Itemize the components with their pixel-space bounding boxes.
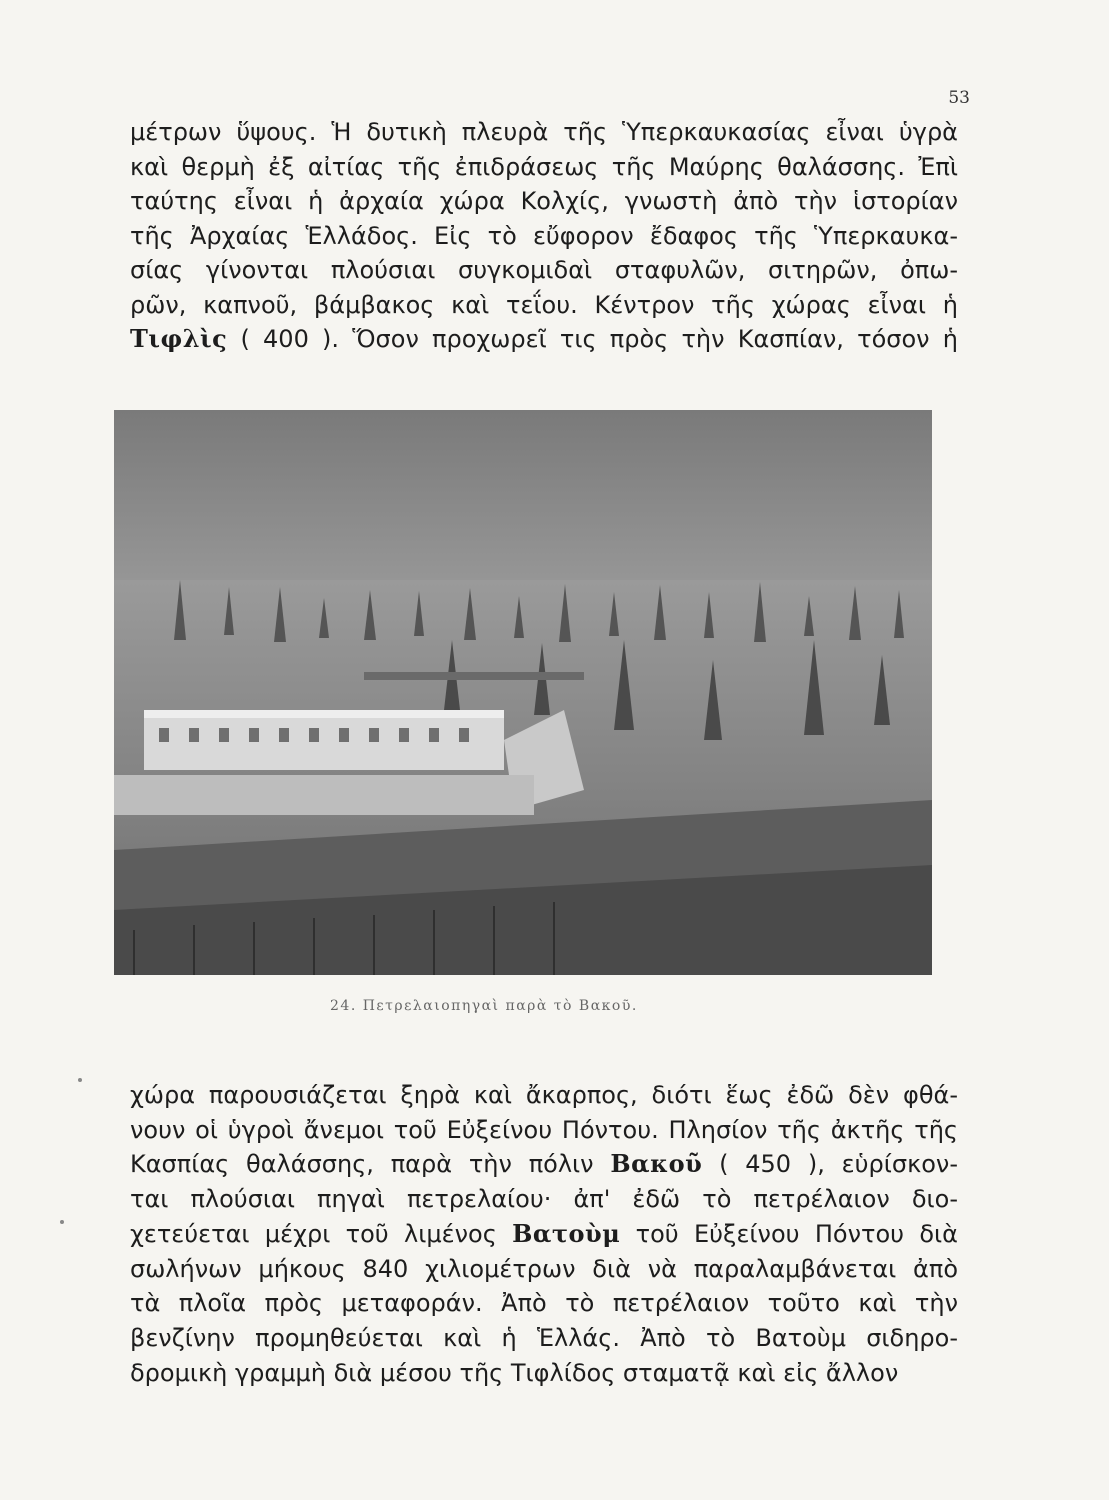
text-fragment: ( 450 ), εὑρίσκον-	[702, 1150, 958, 1179]
city-name-tiflis: Τιφλὶς	[130, 324, 228, 353]
text-line: νουν οἱ ὑγροὶ ἄνεμοι τοῦ Εὐξείνου Πόντου. Πλησίον τῆς ἀκτῆς τῆς	[130, 1115, 958, 1144]
city-name-baku: Βακοῦ	[610, 1149, 703, 1179]
text-line: τὰ πλοῖα πρὸς μεταφοράν. Ἀπὸ τὸ πετρέλαιον τοῦτο καὶ τὴν	[130, 1289, 958, 1318]
oilfield-photo-illustration	[114, 410, 932, 975]
text-line: δρομικὴ γραμμὴ διὰ μέσου τῆς Τιφλίδος σταματᾷ καὶ εἰς ἄλλον	[130, 1358, 899, 1387]
text-line: χώρα παρουσιάζεται ξηρὰ καὶ ἄκαρπος, διότι ἕως ἐδῶ δὲν φθά-	[130, 1081, 958, 1109]
text-fragment: Κασπίας θαλάσσης, παρὰ τὴν πόλιν	[130, 1150, 611, 1179]
text-line	[130, 1217, 958, 1252]
bottom-paragraph	[130, 1078, 958, 1390]
text-line: σωλήνων μήκους 840 χιλιομέτρων διὰ νὰ παραλαμβάνεται ἀπὸ	[130, 1254, 958, 1283]
text-line: μέτρων ὕψους. Ἡ δυτικὴ πλευρὰ τῆς Ὑπερκαυκασίας εἶναι ὑγρὰ	[130, 118, 958, 146]
text-fragment: τοῦ Εὐξείνου Πόντου διὰ	[620, 1219, 958, 1248]
page-number: 53	[948, 88, 970, 108]
text-fragment: ( 400 ). Ὅσον προχωρεῖ τις πρὸς τὴν Κασπίαν, τόσον ἡ	[227, 325, 958, 353]
photo-caption: 24. Πετρελαιοπηγαὶ παρὰ τὸ Βακοῦ.	[330, 998, 638, 1014]
oilfield-photo	[114, 410, 932, 975]
margin-speck	[78, 1078, 82, 1082]
text-line: ταύτης εἶναι ἡ ἀρχαία χώρα Κολχίς, γνωστὴ ἀπὸ τὴν ἱστορίαν	[130, 187, 958, 215]
text-line	[130, 1147, 958, 1182]
text-line: βενζίνην προμηθεύεται καὶ ἡ Ἑλλάς. Ἀπὸ τὸ Βατοὺμ σιδηρο-	[130, 1323, 958, 1352]
margin-speck	[60, 1220, 64, 1224]
text-line: καὶ θερμὴ ἐξ αἰτίας τῆς ἐπιδράσεως τῆς Μαύρης θαλάσσης. Ἐπὶ	[130, 152, 958, 181]
text-line: σίας γίνονται πλούσιαι συγκομιδαὶ σταφυλῶν, σιτηρῶν, ὀπω-	[130, 256, 958, 284]
city-name-batumi: Βατοὺμ	[512, 1218, 621, 1248]
text-line: τῆς Ἀρχαίας Ἑλλάδος. Εἰς τὸ εὔφορον ἔδαφος τῆς Ὑπερκαυκα-	[130, 221, 958, 250]
top-paragraph	[130, 115, 958, 357]
text-fragment: χετεύεται μέχρι τοῦ λιμένος	[130, 1219, 513, 1248]
text-line: ται πλούσιαι πηγαὶ πετρελαίου· ἀπ' ἐδῶ τὸ πετρέλαιον διο-	[130, 1185, 958, 1214]
text-line: ρῶν, καπνοῦ, βάμβακος καὶ τεΐου. Κέντρον τῆς χώρας εἶναι ἡ	[130, 290, 958, 319]
text-line	[130, 322, 958, 357]
